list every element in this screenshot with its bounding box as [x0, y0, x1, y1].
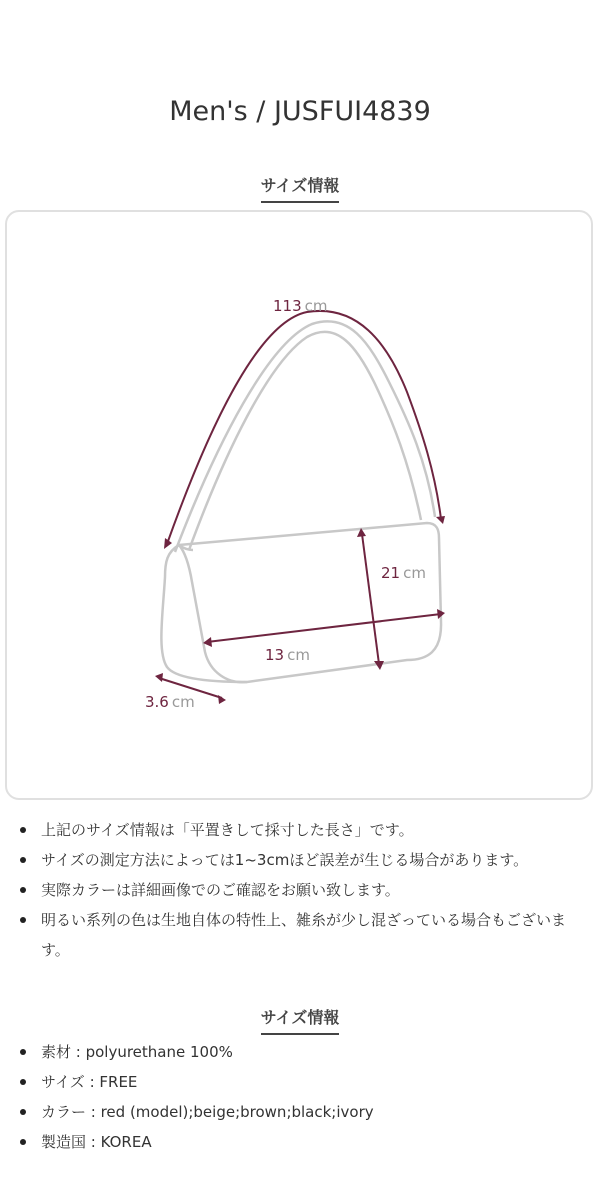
- height-label: [381, 564, 426, 582]
- depth-value: 3.6: [145, 693, 169, 711]
- note-item: サイズの測定方法によっては1~3cmほど誤差が生じる場合があります。: [0, 845, 600, 875]
- depth-label: [145, 693, 195, 711]
- product-info-heading-label: サイズ情報: [261, 1005, 340, 1035]
- height-measure-line: [362, 534, 379, 664]
- product-info-heading: [0, 1005, 600, 1035]
- strap-length-unit: cm: [304, 297, 328, 315]
- depth-arrow-left: [155, 673, 163, 682]
- info-item-material: 素材 : polyurethane 100%: [0, 1037, 600, 1067]
- strap-length-value: 113: [273, 297, 302, 315]
- depth-unit: cm: [171, 693, 195, 711]
- note-item: 実際カラーは詳細画像でのご確認をお願い致します。: [0, 875, 600, 905]
- size-notes-list: [0, 815, 600, 965]
- bag-body: [179, 523, 441, 682]
- strap-length-label: [273, 297, 328, 315]
- width-value: 13: [265, 646, 285, 664]
- height-unit: cm: [403, 564, 426, 582]
- size-info-heading: [0, 173, 600, 203]
- size-diagram: [5, 210, 593, 800]
- width-label: [265, 646, 310, 664]
- note-item: 明るい系列の色は生地自体の特性上、雑糸が少し混ざっている場合もございます。: [0, 905, 600, 965]
- width-unit: cm: [287, 646, 310, 664]
- note-item: 上記のサイズ情報は「平置きして採寸した長さ」です。: [0, 815, 600, 845]
- strap-arrow-right: [436, 516, 445, 524]
- product-title: Men's / JUSFUI4839: [169, 96, 431, 127]
- height-value: 21: [381, 564, 401, 582]
- bag-strap-outer: [175, 321, 435, 552]
- depth-arrow-right: [218, 695, 226, 704]
- size-info-heading-label: サイズ情報: [261, 173, 340, 203]
- info-item-origin: 製造国 : KOREA: [0, 1127, 600, 1157]
- info-item-size: サイズ : FREE: [0, 1067, 600, 1097]
- strap-measure-line: [167, 311, 441, 544]
- width-measure-line: [207, 614, 441, 642]
- bag-side: [161, 545, 247, 682]
- product-info-list: [0, 1037, 600, 1157]
- info-item-color: カラー : red (model);beige;brown;black;ivory: [0, 1097, 600, 1127]
